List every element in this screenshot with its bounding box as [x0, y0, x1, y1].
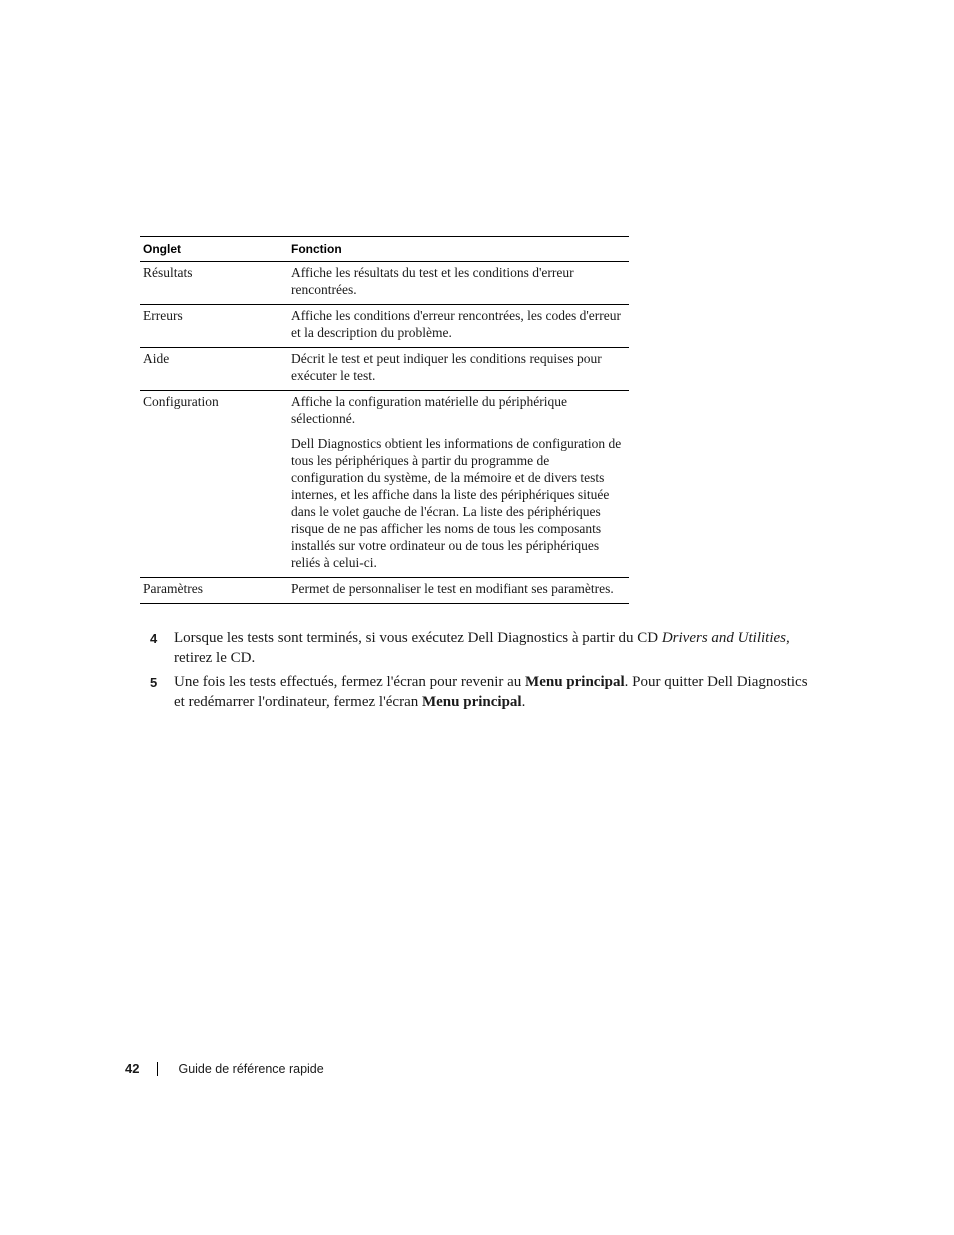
table-row: [140, 391, 629, 578]
row-description-group: [291, 393, 629, 571]
menu-name: Menu principal: [421, 693, 522, 710]
step-number: 4: [150, 631, 158, 646]
table-header-row: [140, 236, 629, 262]
step-5: [150, 673, 820, 712]
header-tab: Onglet: [143, 242, 181, 256]
step-text-part: Une fois les tests effectués, fermez l'écran pour revenir au: [174, 674, 526, 690]
step-text-part: . Pour quitter Dell Diagnostics et redémarrer l'ordinateur, fermez l'écran: [174, 674, 808, 710]
step-text-part: , retirez le CD.: [174, 630, 790, 666]
page-number: 42: [125, 1061, 140, 1076]
table-row: [140, 578, 629, 604]
row-description: Affiche les conditions d'erreur rencontrées, les codes d'erreur et la description du problème.: [291, 308, 621, 340]
step-text: [174, 629, 820, 668]
table-row: [140, 262, 629, 305]
row-tab-name: Paramètres: [143, 581, 203, 596]
menu-name: Menu principal: [525, 674, 625, 690]
cd-name: Drivers and Utilities: [661, 630, 786, 646]
step-text: [174, 673, 820, 712]
table-row: [140, 305, 629, 348]
step-4: [150, 629, 820, 668]
row-description: Décrit le test et peut indiquer les conditions requises pour exécuter le test.: [291, 351, 602, 383]
step-text-part: .: [521, 693, 526, 710]
tab-function-table: [140, 236, 629, 604]
row-tab-name: Aide: [143, 351, 170, 366]
header-function: Fonction: [291, 242, 342, 256]
row-tab-name: Erreurs: [143, 308, 183, 323]
row-description: Affiche la configuration matérielle du périphérique sélectionné.: [291, 394, 568, 426]
row-description: Affiche les résultats du test et les conditions d'erreur rencontrées.: [291, 265, 574, 297]
row-description: Permet de personnaliser le test en modifiant ses paramètres.: [291, 581, 614, 596]
footer-divider: [157, 1062, 158, 1076]
row-tab-name: Configuration: [143, 394, 219, 409]
row-tab-name: Résultats: [143, 265, 193, 280]
page-footer: [125, 1061, 324, 1076]
guide-title: Guide de référence rapide: [178, 1061, 324, 1076]
step-text-part: Lorsque les tests sont terminés, si vous exécutez Dell Diagnostics à partir du CD: [174, 630, 662, 646]
step-number: 5: [150, 675, 158, 690]
table-row: [140, 348, 629, 391]
row-description-detail: Dell Diagnostics obtient les informations de configuration de tous les périphériques à partir du programme de configuration du système, de la mémoire et de divers tests internes, et les affiche dans la liste des périphériques située dans le volet gauche de l'écran. La liste des périphériques risque de ne pas afficher les noms de tous les composants installés sur votre ordinateur ou de tous les périphériques reliés à celui-ci.: [291, 436, 622, 570]
